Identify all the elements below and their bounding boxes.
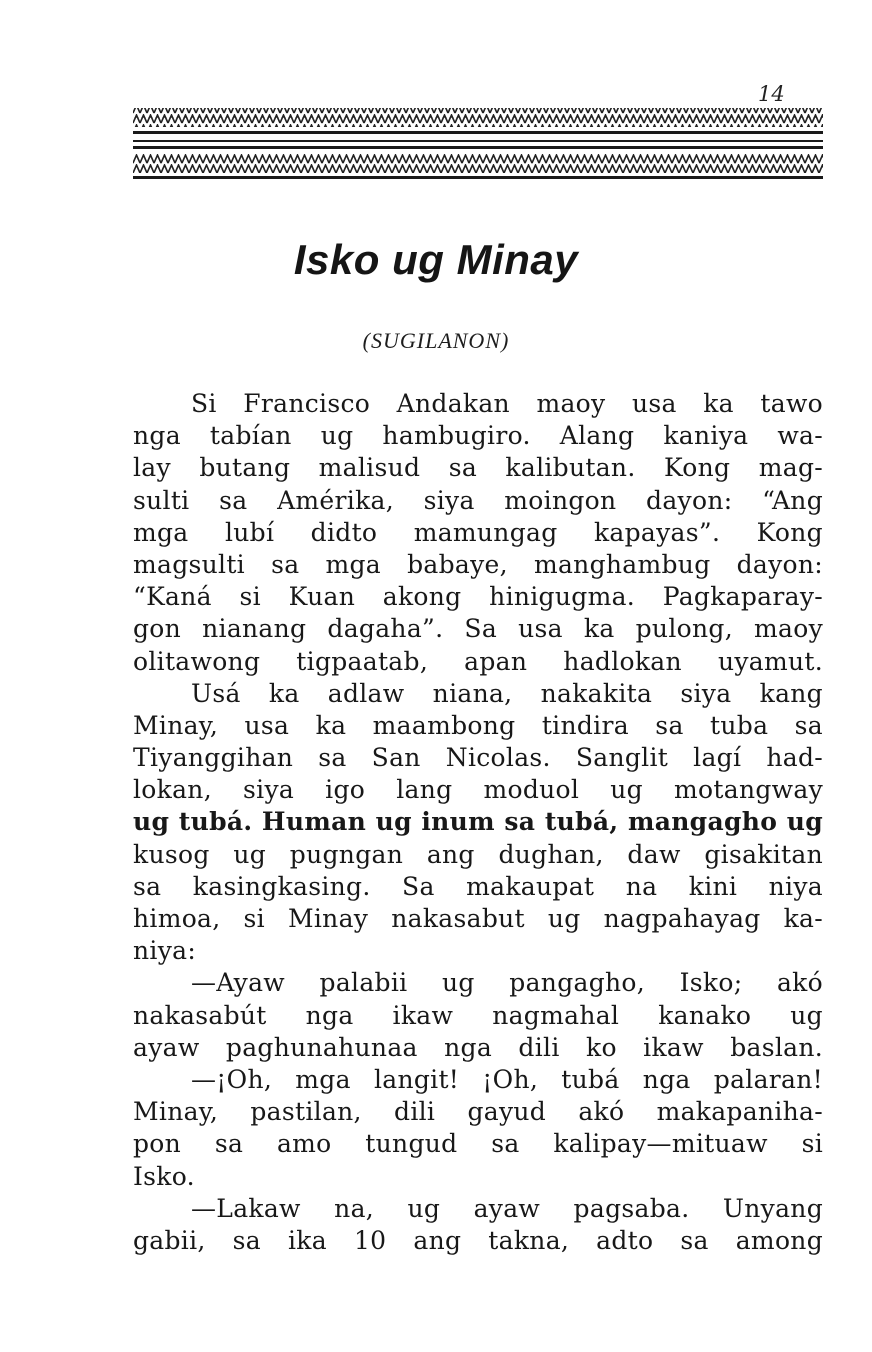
text-line: sulti sa Amérika, siya moingon dayon: “Ang (133, 485, 823, 515)
text-line: —Lakaw na, ug ayaw pagsaba. Unyang (191, 1193, 823, 1223)
text-line: gabii, sa ika 10 ang takna, adto sa among (133, 1225, 823, 1255)
text-line: lay butang malisud sa kalibutan. Kong mag- (133, 453, 823, 483)
text-line: mga lubí didto mamungag kapayas”. Kong (133, 517, 823, 547)
text-line: niya: (133, 936, 197, 966)
text-line: Minay, usa ka maambong tindira sa tuba sa (133, 710, 823, 740)
text-line: ug tubá. Human ug inum sa tubá, mangagho ug (133, 807, 823, 837)
page-number: 14 (758, 82, 785, 106)
text-line: magsulti sa mga babaye, manghambug dayon: (133, 549, 823, 579)
text-line: olitawong tigpaatab, apan hadlokan uyamut. (133, 646, 823, 676)
story-body (133, 388, 823, 1257)
text-line: Usá ka adlaw niana, nakakita siya kang (191, 678, 823, 708)
text-line: kusog ug pugngan ang dughan, daw gisakitan (133, 839, 823, 869)
story-subtitle: (SUGILANON) (362, 328, 510, 353)
text-line: sa kasingkasing. Sa makaupat na kini niya (133, 871, 823, 901)
text-line: ayaw paghunahunaa nga dili ko ikaw baslan. (133, 1032, 823, 1062)
decorative-header-border (133, 104, 823, 186)
text-line: Isko. (133, 1161, 195, 1191)
text-line: —Ayaw palabii ug pangagho, Isko; akó (191, 968, 823, 998)
text-line: lokan, siya igo lang moduol ug motangway (133, 775, 823, 805)
text-line: —¡Oh, mga langit! ¡Oh, tubá nga palaran! (191, 1064, 823, 1094)
story-title: Isko ug Minay (293, 236, 579, 283)
text-line: Tiyanggihan sa San Nicolas. Sanglit lagí had- (133, 743, 823, 773)
text-line: pon sa amo tungud sa kalipay—mituaw si (133, 1129, 823, 1159)
text-line: Si Francisco Andakan maoy usa ka tawo (191, 389, 823, 418)
text-line: nakasabút nga ikaw nagmahal kanako ug (133, 1000, 823, 1030)
text-line: “Kaná si Kuan akong hinigugma. Pagkaparay- (133, 582, 823, 612)
text-line: Minay, pastilan, dili gayud akó makapaniha- (133, 1097, 823, 1127)
text-line: himoa, si Minay nakasabut ug nagpahayag ka- (133, 904, 823, 933)
text-line: gon nianang dagaha”. Sa usa ka pulong, maoy (133, 614, 823, 644)
text-line: nga tabían ug hambugiro. Alang kaniya wa- (133, 421, 823, 451)
